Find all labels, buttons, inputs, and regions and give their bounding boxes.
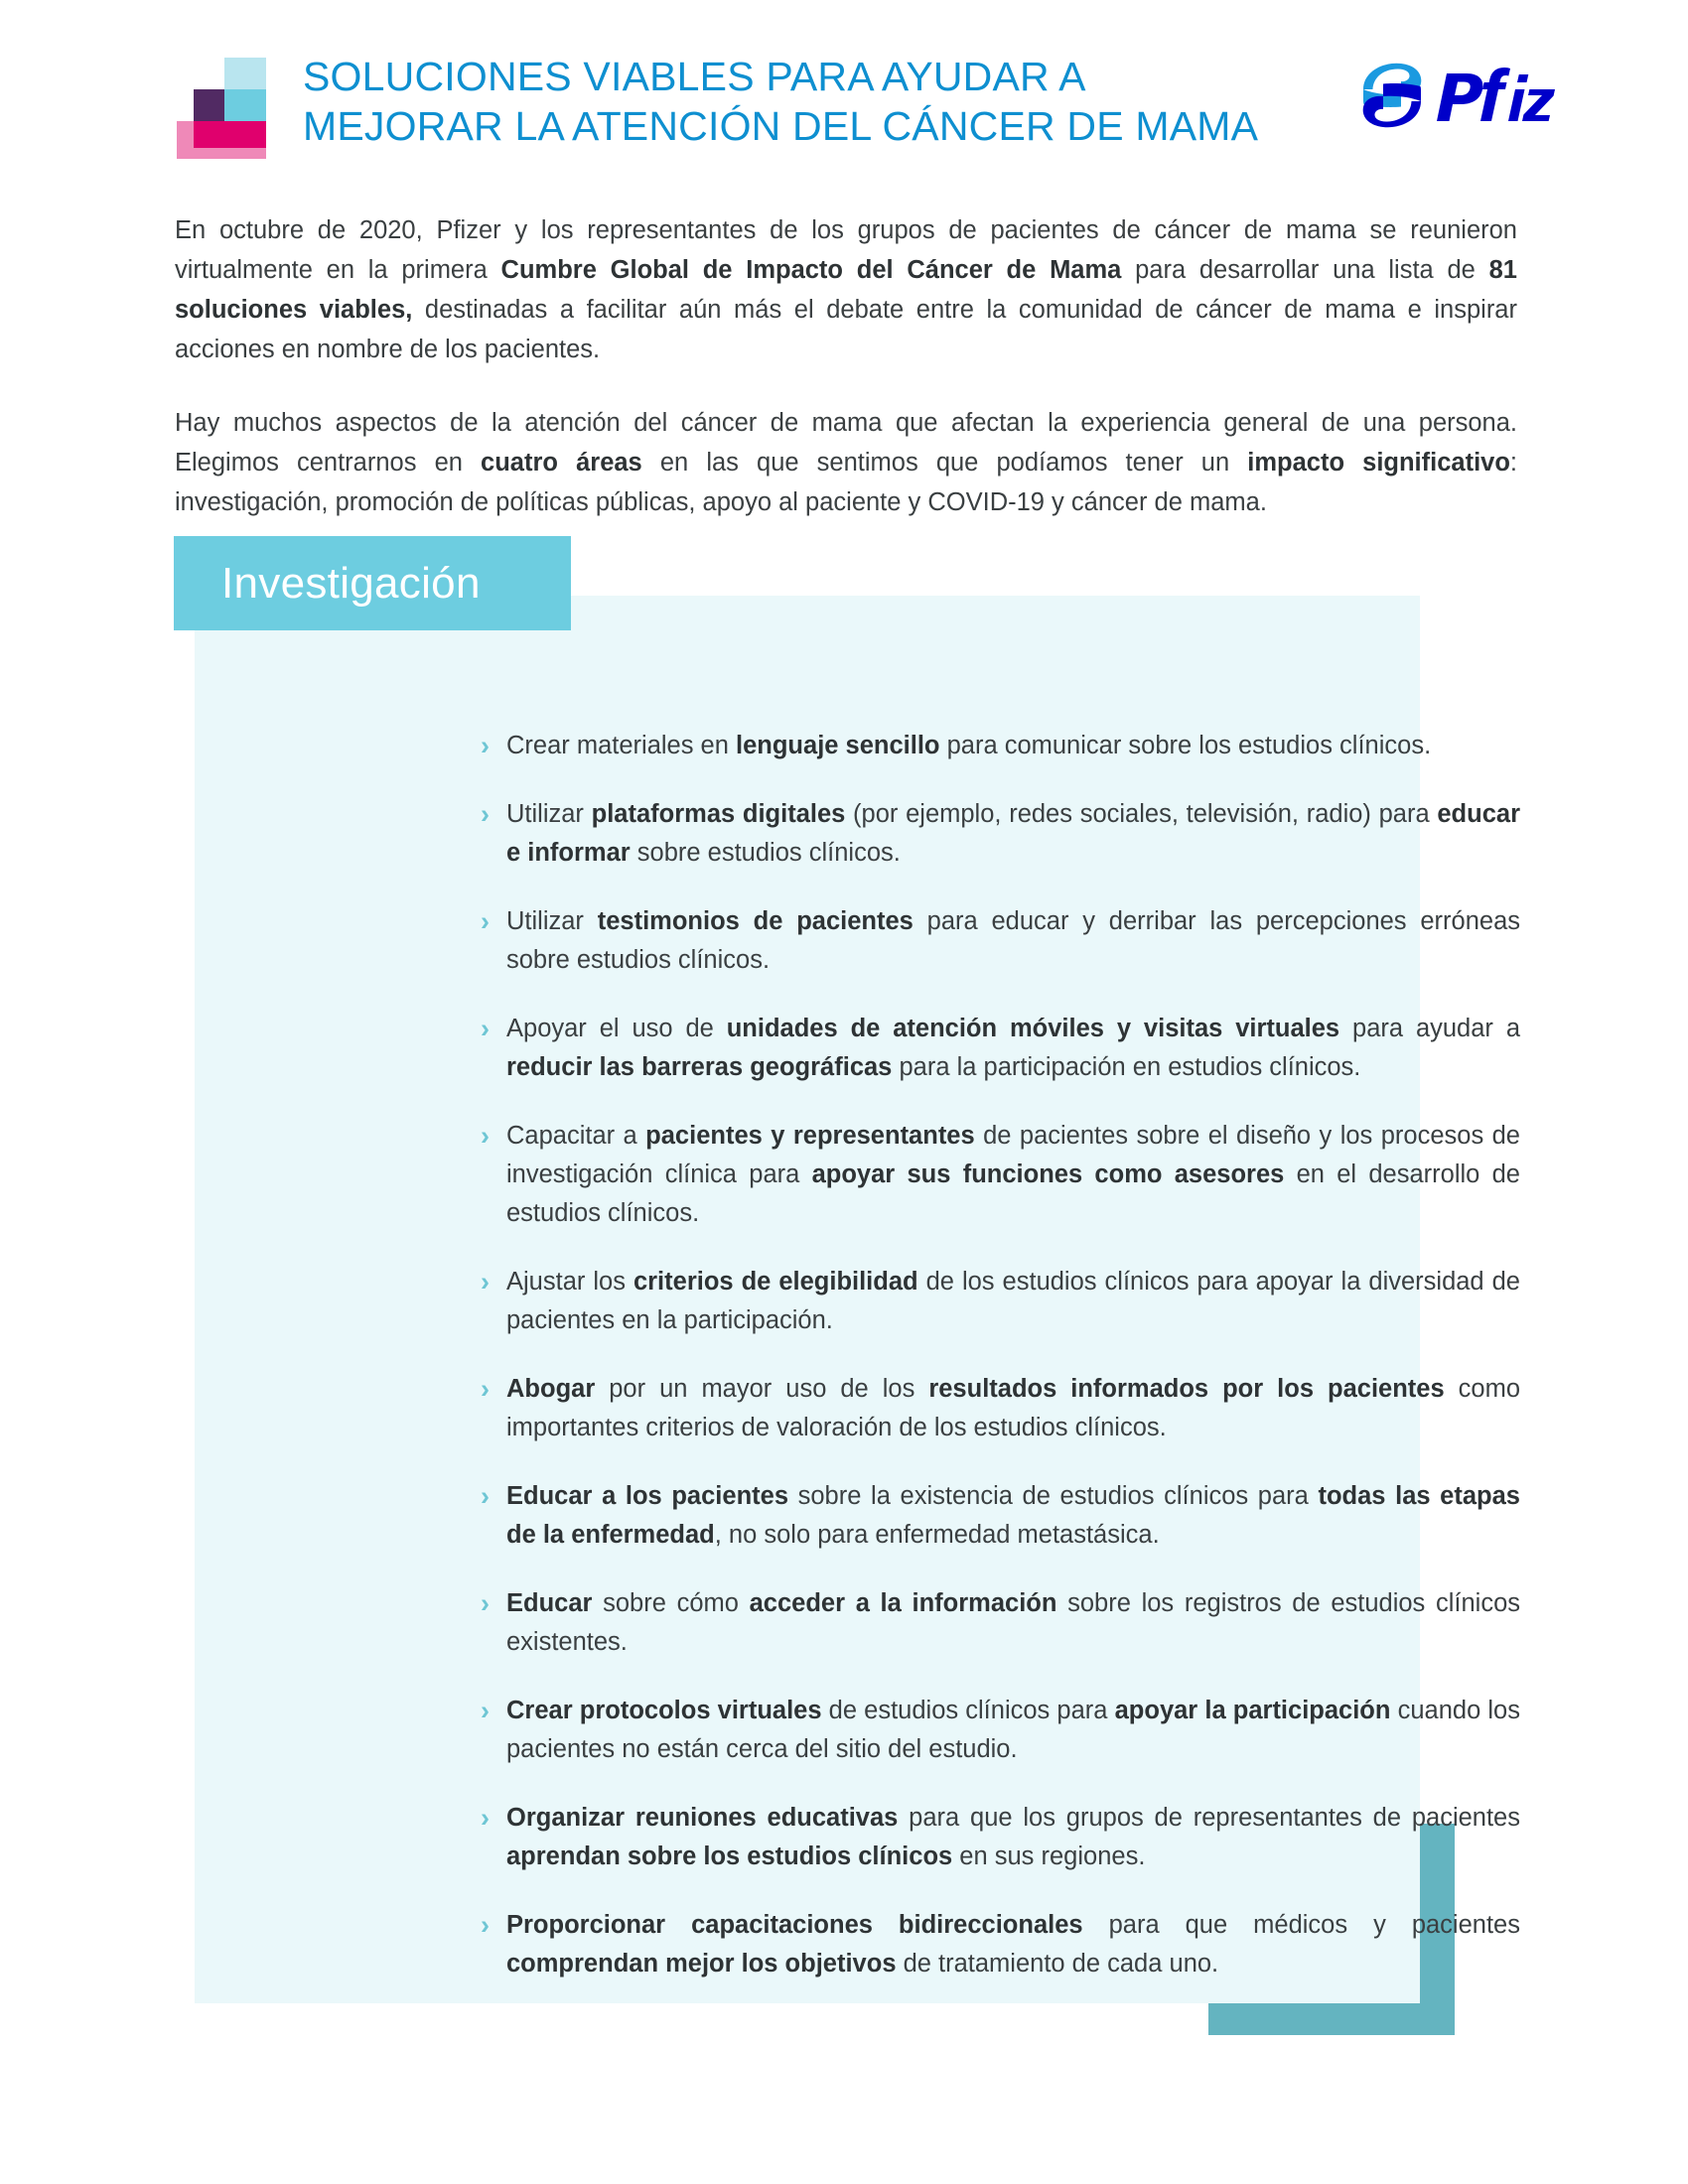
research-section <box>0 536 1688 2085</box>
research-panel <box>195 596 1521 2003</box>
bullet-item <box>481 1584 1520 1662</box>
chevron-right-icon: › <box>481 1803 490 1833</box>
page-title-line-2: MEJORAR LA ATENCIÓN DEL CÁNCER DE MAMA <box>303 103 1259 149</box>
chevron-right-icon: › <box>481 1696 490 1725</box>
intro-paragraph-1: En octubre de 2020, Pfizer y los representantes de los grupos de pacientes de cáncer de mama se reunieron virtualmente en la primera Cumbre Global de Impacto del Cáncer de Mama para desarrollar una lista de 81 soluciones viables, destinadas a facilitar aún más el debate entre la comunidad de cáncer de mama e inspirar acciones en nombre de los pacientes. <box>175 216 1517 363</box>
bullet-item <box>481 902 1520 980</box>
pfizer-logo-icon <box>1345 56 1559 135</box>
chevron-right-icon: › <box>481 1481 490 1511</box>
bullet-item <box>481 795 1520 873</box>
bullet-text: Apoyar el uso de unidades de atención móviles y visitas virtuales para ayudar a reducir las barreras geográficas para la participación en estudios clínicos. <box>506 1015 1520 1081</box>
intro-section <box>175 210 1517 522</box>
chevron-right-icon: › <box>481 1374 490 1404</box>
bullet-text: Abogar por un mayor uso de los resultados informados por los pacientes como importantes criterios de valoración de los estudios clínicos. <box>506 1375 1521 1441</box>
chevron-right-icon: › <box>481 1910 490 1940</box>
chevron-right-icon: › <box>481 799 490 829</box>
bullet-text: Proporcionar capacitaciones bidireccionales para que médicos y pacientes comprendan mejor los objetivos de tratamiento de cada uno. <box>506 1911 1520 1978</box>
bullet-text: Capacitar a pacientes y representantes de pacientes sobre el diseño y los procesos de investigación clínica para apoyar sus funciones como asesores en el desarrollo de estudios clínicos. <box>506 1122 1520 1227</box>
logo-block-purple <box>194 89 224 121</box>
bullet-item <box>481 727 1520 765</box>
chevron-right-icon: › <box>481 731 490 760</box>
bullet-item <box>481 1263 1520 1340</box>
bullet-text: Utilizar plataformas digitales (por ejemplo, redes sociales, televisión, radio) para educar e informar sobre estudios clínicos. <box>506 800 1520 867</box>
section-tab-label: Investigación <box>221 558 481 608</box>
page-header <box>0 0 1688 199</box>
chevron-right-icon: › <box>481 1121 490 1151</box>
chevron-right-icon: › <box>481 1267 490 1297</box>
chevron-right-icon: › <box>481 906 490 936</box>
page-title <box>303 52 1355 151</box>
bullet-item <box>481 1117 1520 1233</box>
bullet-item <box>481 1906 1520 1983</box>
bullet-item <box>481 1477 1520 1555</box>
intro-paragraph-2: Hay muchos aspectos de la atención del cáncer de mama que afectan la experiencia general de una persona. Elegimos centrarnos en cuatro áreas en las que sentimos que podíamos tener un impacto significativo: investigación, promoción de políticas públicas, apoyo al paciente y COVID-19 y cáncer de mama. <box>175 409 1518 516</box>
page-title-line-1: SOLUCIONES VIABLES PARA AYUDAR A <box>303 54 1086 99</box>
research-bullet-list <box>481 727 1520 1983</box>
bullet-item <box>481 1010 1520 1087</box>
breast-cancer-summit-logo-icon <box>177 58 284 159</box>
bullet-text: Ajustar los criterios de elegibilidad de los estudios clínicos para apoyar la diversidad de pacientes en la participación. <box>506 1268 1520 1334</box>
bullet-item <box>481 1692 1520 1769</box>
logo-block-light-blue <box>224 58 266 89</box>
bullet-item <box>481 1370 1520 1447</box>
chevron-right-icon: › <box>481 1014 490 1043</box>
accent-corner-horizontal <box>1208 2003 1455 2035</box>
logo-block-magenta <box>194 121 266 148</box>
section-tab-investigacion <box>174 536 571 630</box>
logo-block-teal <box>224 89 266 121</box>
bullet-item <box>481 1799 1520 1876</box>
bullet-text: Crear materiales en lenguaje sencillo para comunicar sobre los estudios clínicos. <box>506 732 1432 759</box>
chevron-right-icon: › <box>481 1588 490 1618</box>
bullet-text: Crear protocolos virtuales de estudios clínicos para apoyar la participación cuando los pacientes no están cerca del sitio del estudio. <box>506 1697 1520 1763</box>
bullet-text: Utilizar testimonios de pacientes para educar y derribar las percepciones erróneas sobre estudios clínicos. <box>506 907 1521 974</box>
bullet-text: Educar a los pacientes sobre la existencia de estudios clínicos para todas las etapas de la enfermedad, no solo para enfermedad metastásica. <box>506 1482 1520 1549</box>
bullet-text: Organizar reuniones educativas para que los grupos de representantes de pacientes aprendan sobre los estudios clínicos en sus regiones. <box>506 1804 1520 1870</box>
bullet-text: Educar sobre cómo acceder a la información sobre los registros de estudios clínicos existentes. <box>506 1589 1521 1656</box>
